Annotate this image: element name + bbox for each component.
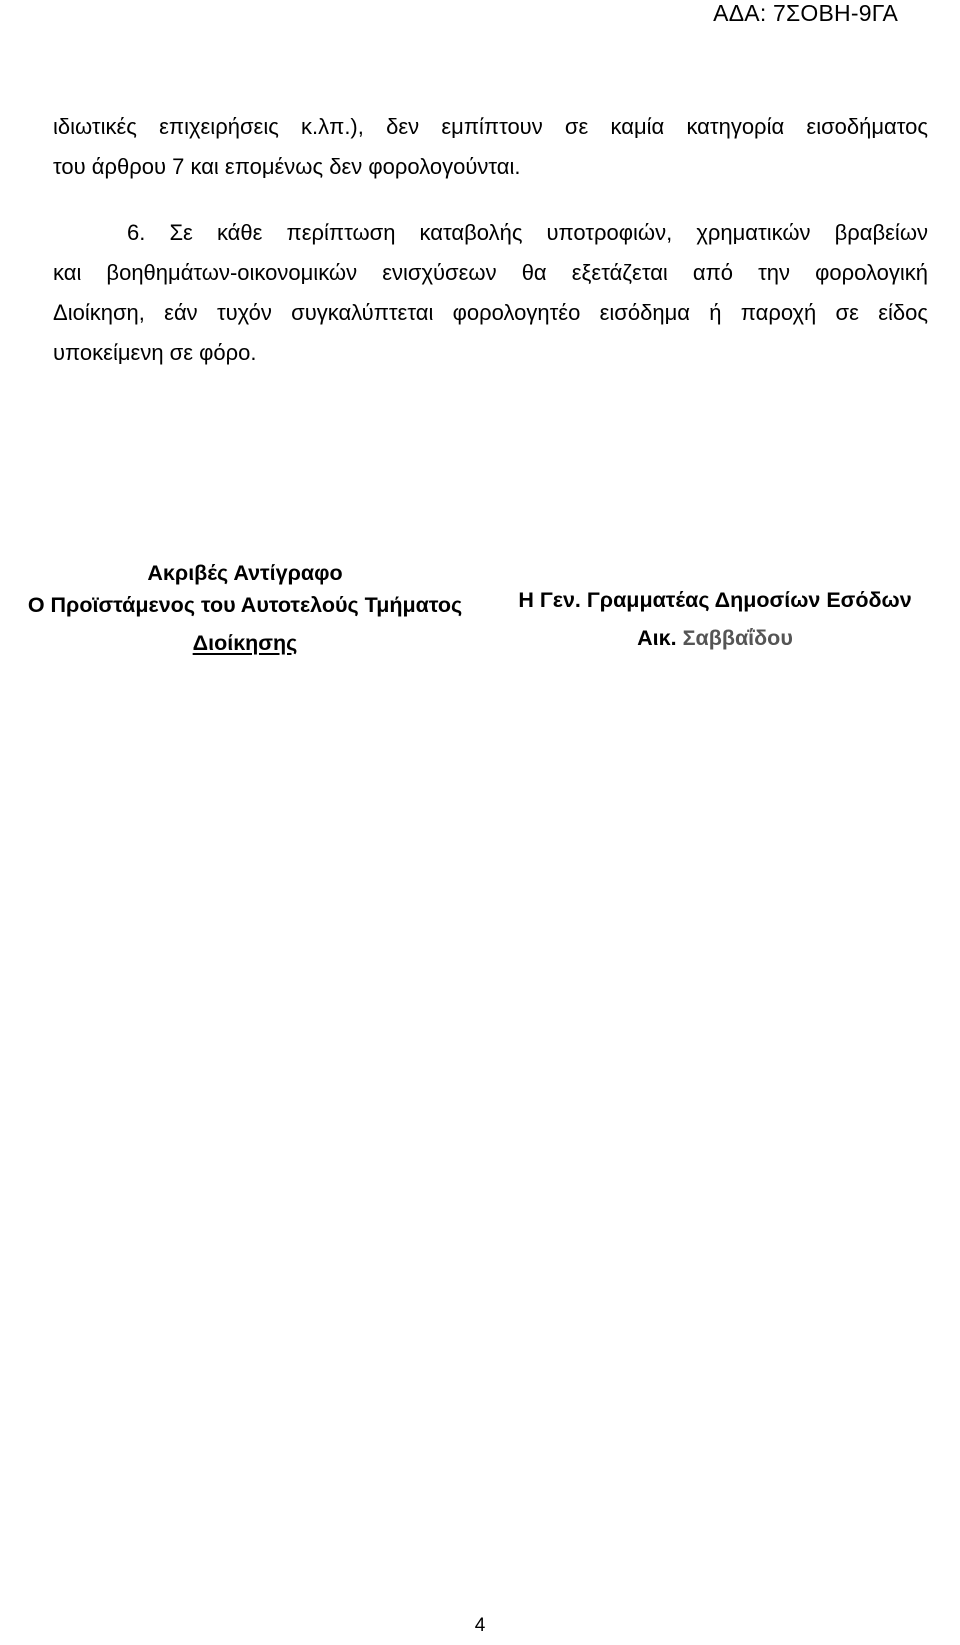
signatory-name [505,623,925,653]
signatory-name-initial: Αικ. [637,626,677,650]
certified-copy-label: Ακριβές Αντίγραφο [147,561,343,585]
text-line: 6. Σε κάθε περίπτωση καταβολής υποτροφιών, χρηματικών βραβείων [127,220,928,245]
page-number: 4 [474,1615,486,1636]
paragraph-item-6 [53,213,928,373]
text-line: και βοηθημάτων-οικονομικών ενισχύσεων θα εξετάζεται από την φορολογική [53,260,928,285]
text-line: του άρθρου 7 και επομένως δεν φορολογούνται. [53,154,521,179]
signatory-title-line-1: Ο Προϊστάμενος του Αυτοτελούς Τμήματος [27,593,463,617]
signatory-title-line-2: Διοίκησης [192,631,298,655]
text-line: ιδιωτικές επιχειρήσεις κ.λπ.), δεν εμπίπτουν σε καμία κατηγορία εισοδήματος [53,114,928,139]
signatory-title: Η Γεν. Γραμματέας Δημοσίων Εσόδων [518,588,912,612]
signatory-name-surname: Σαββαΐδου [682,626,793,650]
paragraph-continuation [53,107,928,187]
text-line: Διοίκηση, εάν τυχόν συγκαλύπτεται φορολογητέο εισόδημα ή παροχή σε είδος [53,300,928,325]
ada-code: ΑΔΑ: 7ΣΟΒΗ-9ΓΑ [713,0,898,26]
text-line: υποκείμενη σε φόρο. [53,340,257,365]
